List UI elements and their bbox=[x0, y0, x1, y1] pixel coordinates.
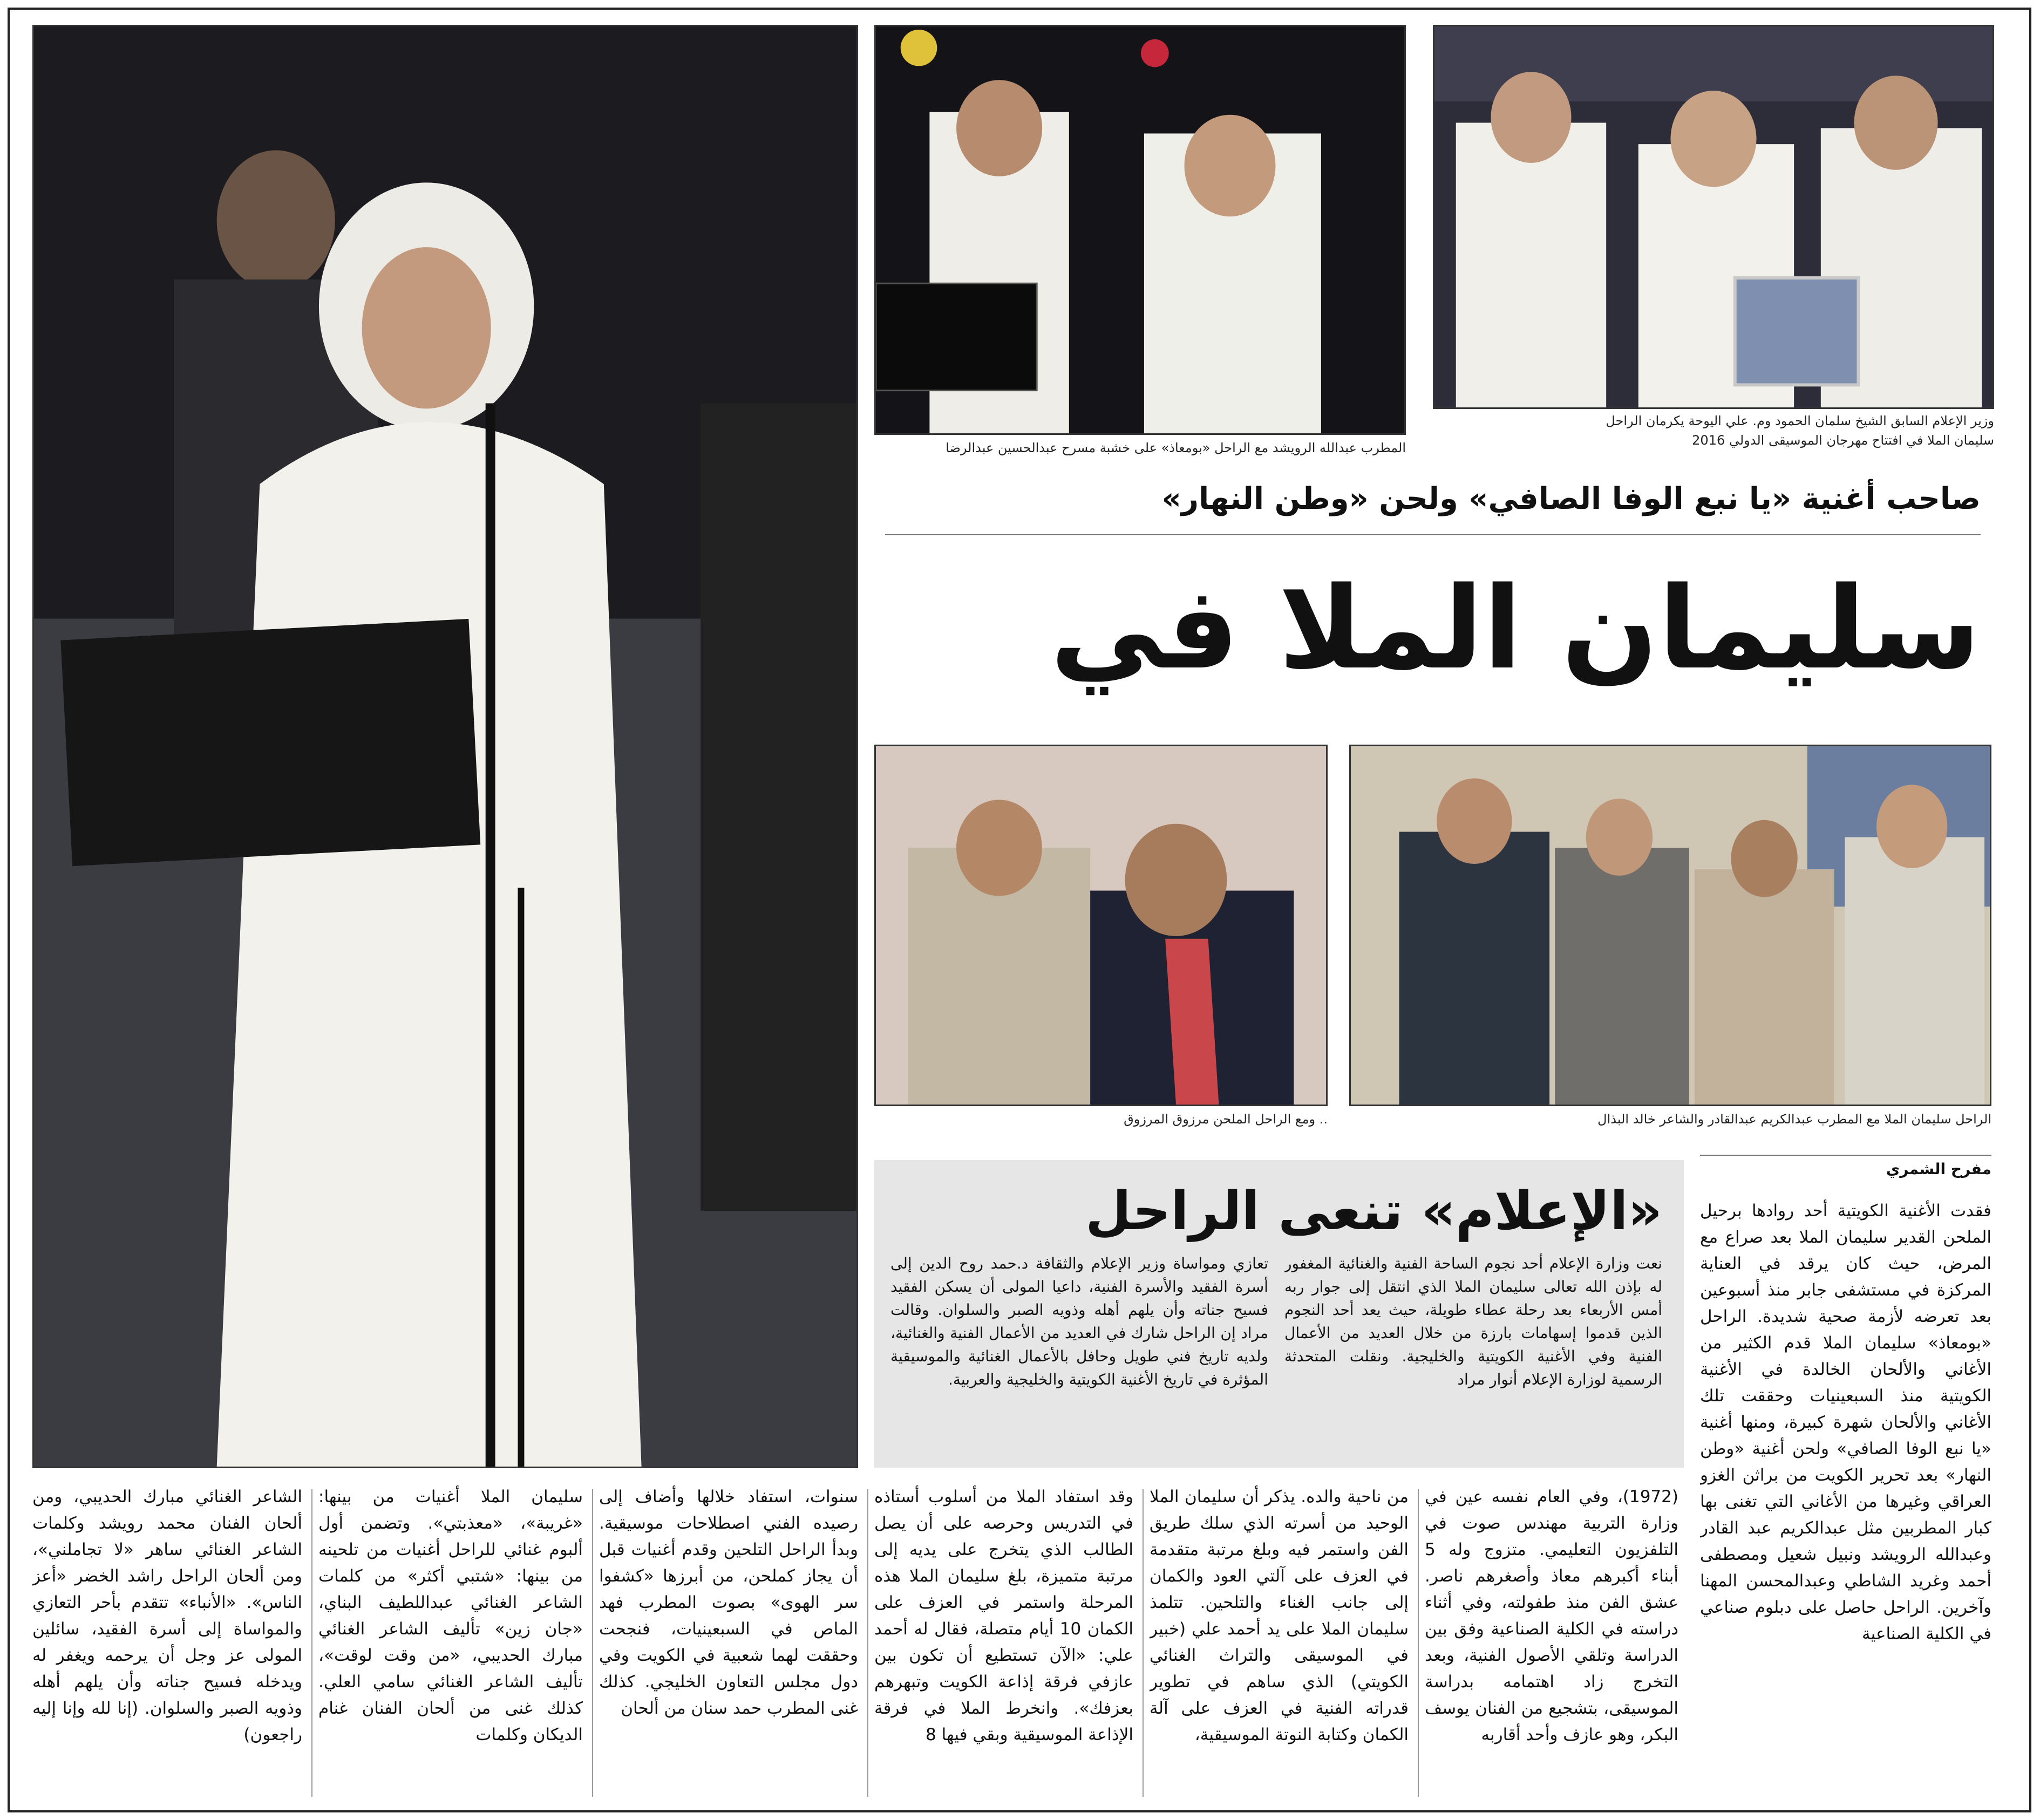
kicker: صاحب أغنية «يا نبع الوفا الصافي» ولحن «وطن النهار» bbox=[1161, 481, 1981, 516]
lead-column: فقدت الأغنية الكويتية أحد روادها برحيل الملحن القدير سليمان الملا بعد صراع مع المرض، حيث كان يرقد في العناية المركزة في مستشفى جابر منذ أسبوعين بعد تعرضه لأزمة صحية شديدة. الراحل «بومعاذ» سليمان الملا قدم الكثير من الأغاني والألحان الخالدة في الأغنية الكويتية منذ السبعينيات وحققت تلك الأغاني والألحان شهرة كبيرة، ومنها أغنية «يا نبع الوفا الصافي» ولحن أغنية «وطن النهار» بعد تحرير الكويت من براثن الغزو العراقي وغيرها من الأغاني التي تغنى بها كبار المطربين مثل عبدالكريم عبد القادر وعبدالله الرويشد ونبيل شعيل ومصطفى أحمد وغريد الشاطي وعبدالمحسن المهنا وآخرين. الراحل حاصل على دبلوم صناعي في الكلية الصناعية bbox=[1700, 1201, 1991, 1644]
column-rule-2 bbox=[1143, 1489, 1144, 1797]
byline: مفرح الشمري bbox=[1886, 1160, 1991, 1178]
headline: سليمان الملا في bbox=[1050, 562, 1981, 694]
duo-performance-photo bbox=[874, 25, 1406, 435]
top-right-caption-line-1: وزير الإعلام السابق الشيخ سلمان الحمود وم. علي اليوحة يكرمان الراحل bbox=[1606, 413, 1994, 428]
body-column-4: سنوات، استفاد خلالها وأضاف إلى رصيده الفني اصطلاحات موسيقية. وبدأ الراحل التلحين وقدم أغنيات قبل أن يجاز كملحن، من أبرزها «كشفوا سر الهوى» بصوت المطرب فهد الماص في السبعينيات، فنجحت وحققت لهما شعبية في الكويت وفي دول مجلس التعاون الخليجي. كذلك غنى المطرب حمد سنان من ألحان bbox=[599, 1487, 858, 1718]
column-rule-5 bbox=[311, 1489, 312, 1797]
main-stage-photo bbox=[32, 25, 858, 1468]
ministry-box-right-column: نعت وزارة الإعلام أحد نجوم الساحة الفنية والغنائية المغفور له بإذن الله تعالى سليمان الملا الذي انتقل إلى جوار ربه أمس الأربعاء بعد رحلة عطاء طويلة، حيث يعد أحد النجوم الذين قدموا إسهامات بارزة من خلال العديد من الأعمال الفنية وفي الأغنية الكويتية والخليجية. ونقلت المتحدثة الرسمية لوزارة الإعلام أنوار مراد bbox=[1284, 1255, 1662, 1388]
body-column-5: سليمان الملا أغنيات من بينها: «غريبة»، «معذبتي». وتضمن أول ألبوم غنائي للراحل أغنيات من تلحينه من بينها: «شتبي أكثر» من كلمات الشاعر الغنائي عبداللطيف البناي، «جان زين» تأليف الشاعر الغنائي مبارك الحديبي، «من وقت لوقت»، تأليف الشاعر الغنائي سامي العلي. كذلك غنى من ألحان الفنان غنام الديكان وكلمات bbox=[318, 1487, 583, 1744]
body-column-1: (1972)، وفي العام نفسه عين في وزارة التربية مهندس صوت في التلفزيون التعليمي. متزوج وله 5 أبناء أكبرهم معاذ وأصغرهم ناصر. عشق الفن منذ طفولته، وفي أثناء دراسته في الكلية الصناعية وفق بين الدراسة وتلقي الأصول الفنية، وبعد التخرج زاد اهتمامه بدراسة الموسيقى، بتشجيع من الفنان يوسف البكر، وهو عازف وأحد أقاربه bbox=[1425, 1487, 1678, 1744]
column-rule-1 bbox=[1418, 1489, 1419, 1797]
top-middle-caption: المطرب عبدالله الرويشد مع الراحل «بومعاذ» على خشبة مسرح عبدالحسين عبدالرضا bbox=[946, 440, 1406, 455]
mid-middle-caption: .. ومع الراحل الملحن مرزوق المرزوق bbox=[1124, 1112, 1328, 1127]
top-right-caption-line-2: سليمان الملا في افتتاح مهرجان الموسيقى الدولي 2016 bbox=[1692, 433, 1994, 448]
column-rule-4 bbox=[592, 1489, 593, 1797]
pair-photo bbox=[874, 745, 1328, 1106]
top-right-caption bbox=[1433, 411, 1994, 450]
body-column-6: الشاعر الغنائي مبارك الحديبي، ومن ألحان الفنان محمد رويشد وكلمات الشاعر الغنائي ساهر «لا تجاملني»، ومن ألحان الراحل راشد الخضر «أعز الناس». «الأنباء» تتقدم بأحر التعازي والمواساة إلى أسرة الفقيد، سائلين المولى عز وجل أن يرحمه ويغفر له ويدخله فسيح جناته وأن يلهم أهله وذويه الصبر والسلوان. (إنا لله وإنا إليه راجعون) bbox=[32, 1487, 302, 1744]
column-rule-3 bbox=[867, 1489, 868, 1797]
kicker-rule bbox=[885, 534, 1981, 535]
byline-rule bbox=[1700, 1155, 1991, 1156]
group-photo bbox=[1349, 745, 1991, 1106]
body-column-3: وقد استفاد الملا من أسلوب أستاذه في التدريس وحرصه على أن يصل الطالب الذي يتخرج على يديه إلى مرتبة متميزة، بلغ سليمان الملا هذه المرحلة واستمر في العزف على الكمان 10 أيام متصلة، فقال له أحمد علي: «الآن تستطيع أن تكون بين عازفي فرقة إذاعة الكويت وتبهرهم بعزفك». وانخرط الملا في فرقة الإذاعة الموسيقية وبقي فيها 8 bbox=[874, 1487, 1133, 1744]
mid-right-caption: الراحل سليمان الملا مع المطرب عبدالكريم عبدالقادر والشاعر خالد البذال bbox=[1597, 1112, 1991, 1127]
body-column-2: من ناحية والده. يذكر أن سليمان الملا الوحيد من أسرته الذي سلك طريق الفن واستمر فيه وبلغ مرتبة متقدمة في العزف على آلتي العود والكمان إلى جانب الغناء والتلحين. تتلمذ سليمان الملا على يد أحمد علي (خبير في الموسيقى والتراث الغنائي الكويتي) الذي ساهم في تطوير قدراته الفنية في العزف على آلة الكمان وكتابة النوتة الموسيقية، bbox=[1150, 1487, 1409, 1744]
ministry-box-left-column: تعازي ومواساة وزير الإعلام والثقافة د.حمد روح الدين إلى أسرة الفقيد والأسرة الفنية، داعيا المولى أن يسكن الفقيد فسيح جناته وأن يلهم أهله وذويه الصبر والسلوان. وقالت مراد إن الراحل شارك في العديد من الأعمال الفنية والغنائية، ولديه تاريخ فني طويل وحافل بالأعمال الغنائية والموسيقية المؤثرة في تاريخ الأغنية الكويتية والخليجية والعربية. bbox=[890, 1255, 1268, 1388]
ministry-box-title: «الإعلام» تنعى الراحل bbox=[1085, 1181, 1662, 1242]
honoring-ceremony-photo bbox=[1433, 25, 1994, 409]
